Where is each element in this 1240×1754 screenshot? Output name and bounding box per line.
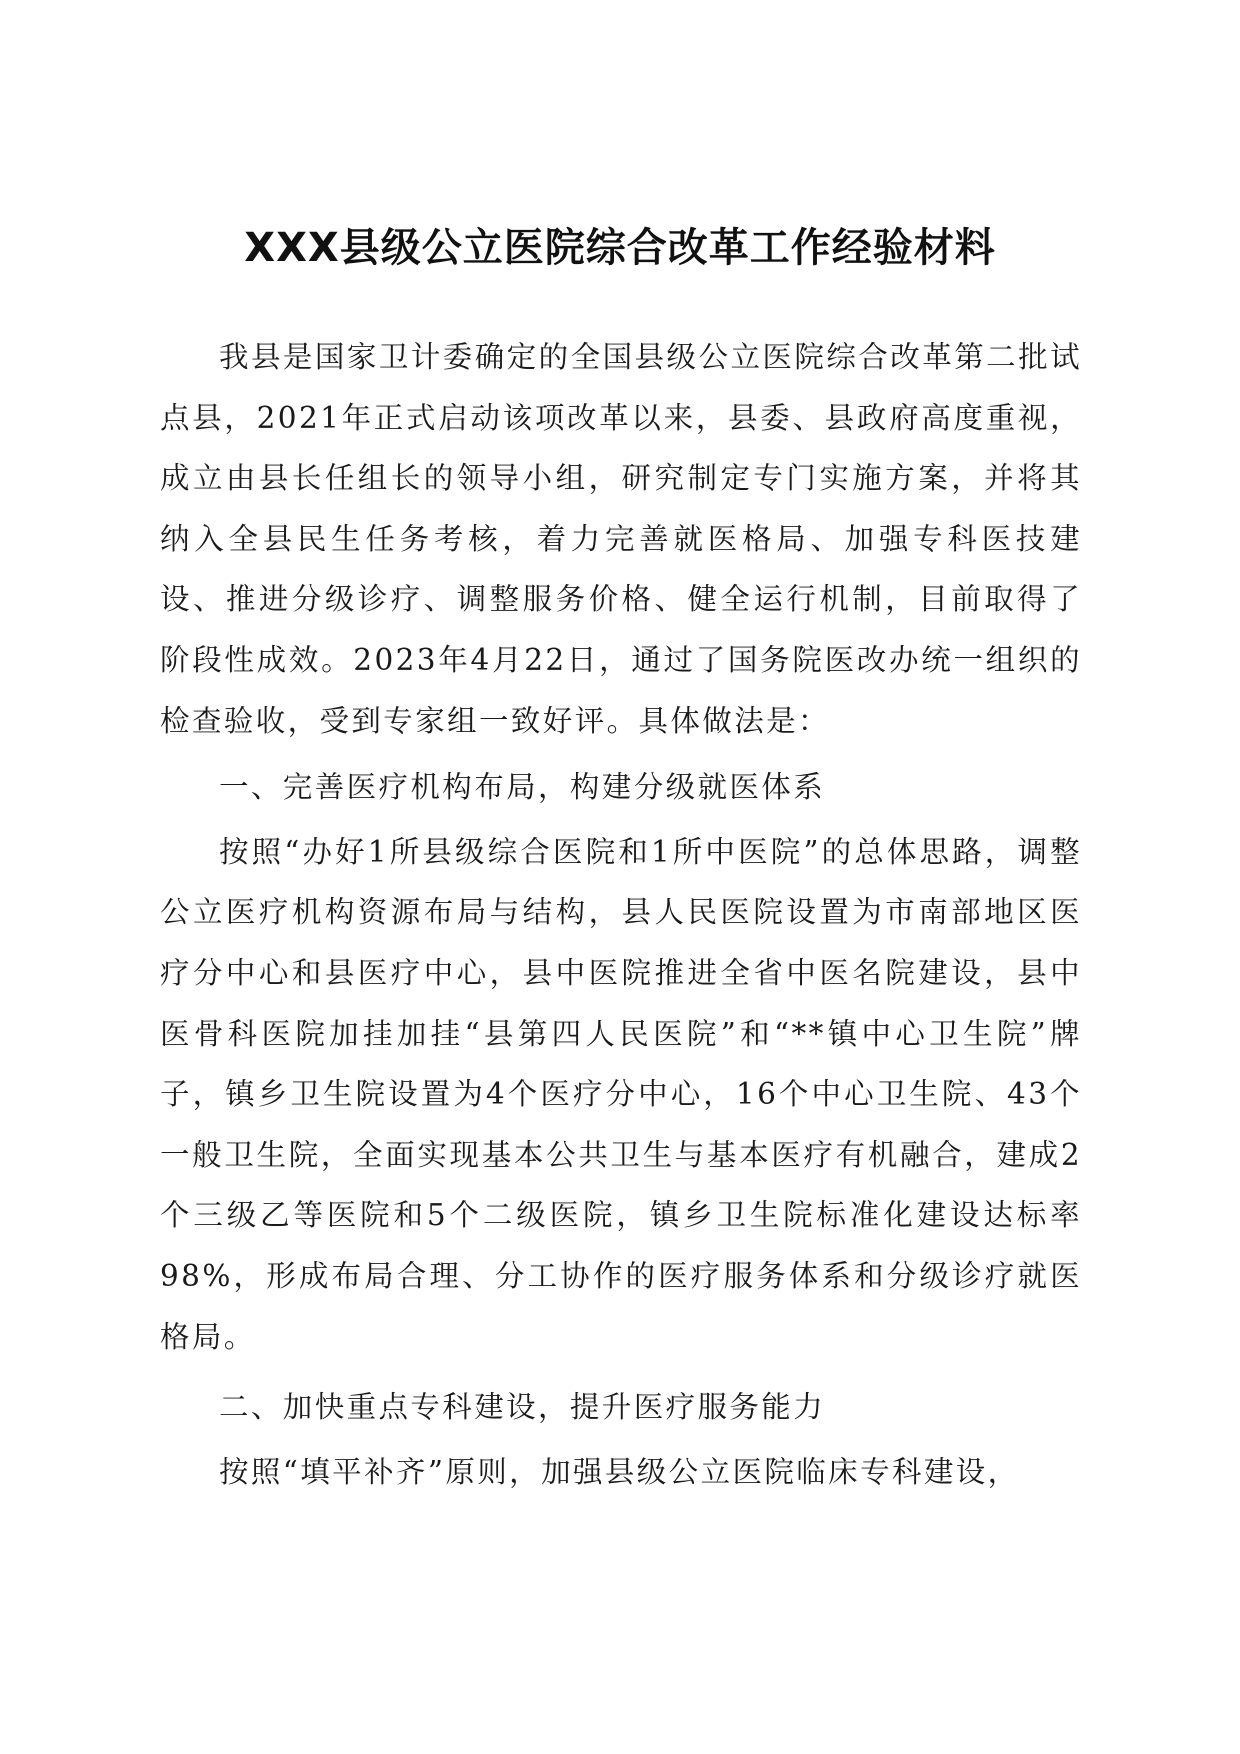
- document-body: [160, 327, 1082, 1502]
- document-title: XXX县级公立医院综合改革工作经验材料: [244, 225, 996, 271]
- paragraph-section-1: 按照“办好1所县级综合医院和1所中医院”的总体思路，调整公立医疗机构资源布局与结构，县人民医院设置为市南部地区医疗分中心和县医疗中心，县中医院推进全省中医名院建设，县中医骨科医院加挂加挂“县第四人民医院”和“**镇中心卫生院”牌子，镇乡卫生院设置为4个医疗分中心，16个中心卫生院、43个一般卫生院，全面实现基本公共卫生与基本医疗有机融合，建成2个三级乙等医院和5个二级医院，镇乡卫生院标准化建设达标率98%，形成布局合理、分工协作的医疗服务体系和分级诊疗就医格局。: [160, 834, 1082, 1354]
- section-heading-1: 一、完善医疗机构布局，构建分级就医体系: [219, 770, 826, 805]
- paragraph-intro: 我县是国家卫计委确定的全国县级公立医院综合改革第二批试点县，2021年正式启动该项改革以来，县委、县政府高度重视，成立由县长任组长的领导小组，研究制定专门实施方案，并将其纳入全县民生任务考核，着力完善就医格局、加强专科医技建设、推进分级诊疗、调整服务价格、健全运行机制，目前取得了阶段性成效。2023年4月22日，通过了国务院医改办统一组织的检查验收，受到专家组一致好评。具体做法是：: [160, 340, 1082, 738]
- section-heading-2: 二、加快重点专科建设，提升医疗服务能力: [219, 1390, 826, 1425]
- paragraph-section-2: 按照“填平补齐”原则，加强县级公立医院临床专科建设，: [219, 1454, 1020, 1489]
